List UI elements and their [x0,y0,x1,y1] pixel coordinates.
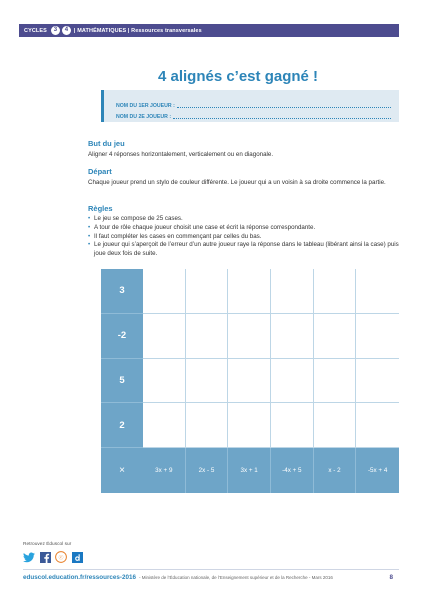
grid-cell[interactable] [314,359,357,404]
but-text: Aligner 4 réponses horizontalement, verticalement ou en diagonale. [88,151,274,158]
player2-line[interactable] [116,109,399,120]
subject-label: | MATHÉMATIQUES | Ressources transversales [73,27,202,34]
col-header: x - 2 [314,448,357,493]
depart-heading: Départ [88,167,112,176]
but-heading: But du jeu [88,139,125,148]
grid-cell[interactable] [314,403,357,448]
dailymotion-icon[interactable] [71,551,83,563]
footer-ministere: - Ministère de l’Éducation nationale, de l’Enseignement supérieur et de la Recherche - Mars 2016 [139,574,333,580]
col-header: 2x - 5 [186,448,229,493]
multiply-corner: × [101,448,143,493]
grid-cell[interactable] [228,403,271,448]
grid-cell[interactable] [356,359,399,404]
list-item: • A tour de rôle chaque joueur choisit une case et écrit la réponse correspondante. [88,224,400,233]
grid-cell[interactable] [271,314,314,359]
players-box [101,90,399,122]
grid-cell[interactable] [356,403,399,448]
grid-cell[interactable] [228,269,271,314]
regles-heading: Règles [88,204,113,213]
col-header: -4x + 5 [271,448,314,493]
grid-cell[interactable] [314,314,357,359]
facebook-icon[interactable] [39,551,51,563]
col-header: 3x + 1 [228,448,271,493]
row-header: 5 [101,359,143,404]
social-links [23,551,83,563]
regles-list [88,215,400,259]
row-header: 2 [101,403,143,448]
footer-site-link[interactable]: eduscol.education.fr/ressources-2016 [23,573,137,581]
col-header: 3x + 9 [143,448,186,493]
retrouvez-label: Retrouvez Éduscol sur [23,542,72,547]
header-band [19,24,399,37]
grid-cell[interactable] [356,314,399,359]
grid-cell[interactable] [271,403,314,448]
cycles-label: CYCLES [24,27,47,34]
grid-cell[interactable] [186,314,229,359]
twitter-icon[interactable] [23,551,35,563]
grid-cell[interactable] [143,359,186,404]
footer [23,571,399,583]
grid-cell[interactable] [143,269,186,314]
grid-cell[interactable] [314,269,357,314]
list-item: • Il faut compléter les cases en commençant par celles du bas. [88,233,400,242]
player1-label: NOM DU 1ER JOUEUR : [116,103,175,109]
grid-cell[interactable] [143,403,186,448]
grid-cell[interactable] [228,359,271,404]
cycle-3-badge: 3 [51,26,60,35]
grid-cell[interactable] [186,359,229,404]
list-item: • Le joueur qui s’aperçoit de l’erreur d’un autre joueur raye la réponse dans le tableau (libérant ainsi la case) puis joue deux fois de suite. [88,241,400,259]
grid-cell[interactable] [186,269,229,314]
row-header: -2 [101,314,143,359]
player1-line[interactable] [116,98,399,109]
grid-cell[interactable] [186,403,229,448]
page-number: 8 [389,573,393,581]
player2-field[interactable] [173,114,391,119]
viadeo-icon[interactable] [55,551,67,563]
player2-label: NOM DU 2E JOUEUR : [116,114,172,120]
col-header: -5x + 4 [356,448,399,493]
grid-cell[interactable] [143,314,186,359]
svg-text:ⓔ: ⓔ [58,555,64,561]
list-item: • Le jeu se compose de 25 cases. [88,215,400,224]
player1-field[interactable] [177,103,391,108]
page-title: 4 alignés c’est gagné ! [157,68,319,85]
row-header: 3 [101,269,143,314]
grid-cell[interactable] [228,314,271,359]
game-grid [101,269,399,493]
cycle-4-badge: 4 [62,26,71,35]
depart-text: Chaque joueur prend un stylo de couleur différente. Le joueur qui a un voisin à sa droite commence la partie. [88,179,386,186]
grid-cell[interactable] [356,269,399,314]
footer-divider [23,569,399,570]
grid-cell[interactable] [271,359,314,404]
grid-cell[interactable] [271,269,314,314]
